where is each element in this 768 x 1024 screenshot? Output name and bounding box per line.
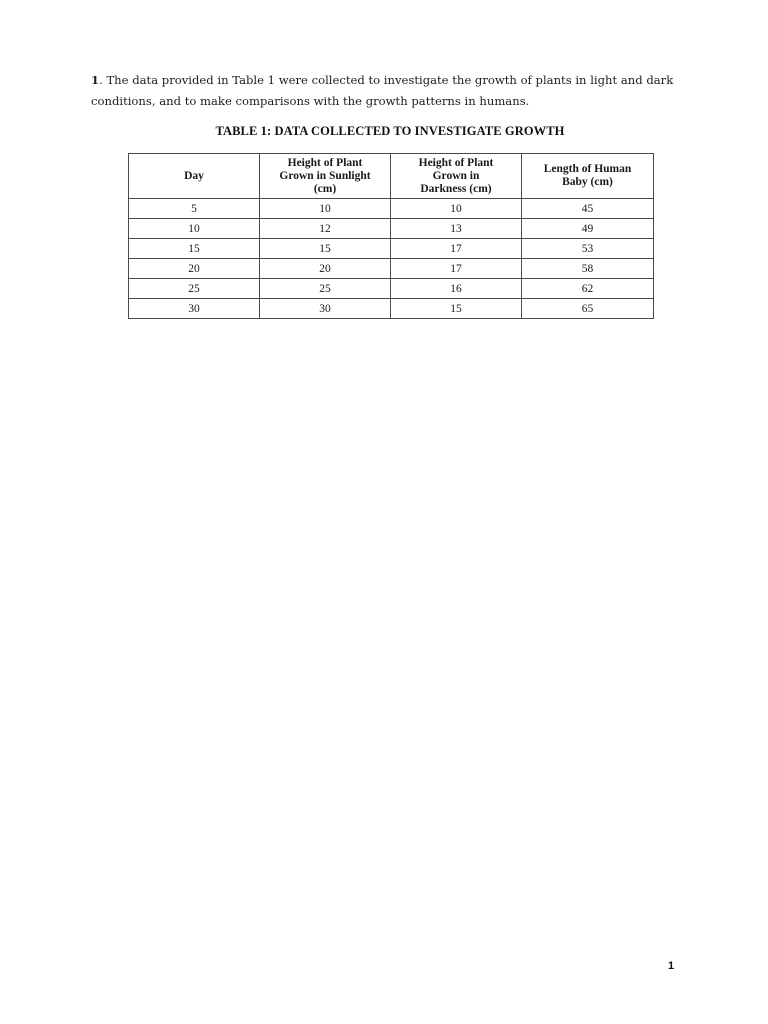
header-plant-sunlight [260,154,391,199]
table-title: TABLE 1: DATA COLLECTED TO INVESTIGATE GROWTH [215,124,565,138]
cell-sunlight: 15 [260,239,391,259]
table-row [129,219,654,239]
cell-human: 65 [522,299,654,319]
header-day: Day [129,154,260,199]
table-row [129,279,654,299]
table-row [129,199,654,219]
cell-day: 30 [129,299,260,319]
header-human-baby-label: Length of Human Baby (cm) [543,163,632,188]
header-plant-darkness-label: Height of Plant Grown in Darkness (cm) [418,156,494,195]
growth-data-table [128,153,654,319]
cell-darkness: 10 [391,199,522,219]
cell-sunlight: 20 [260,259,391,279]
question-paragraph [91,70,681,112]
cell-sunlight: 12 [260,219,391,239]
header-human-baby [522,154,654,199]
cell-day: 5 [129,199,260,219]
header-plant-darkness [391,154,522,199]
table-row [129,259,654,279]
table-row [129,239,654,259]
cell-day: 10 [129,219,260,239]
cell-darkness: 13 [391,219,522,239]
cell-darkness: 17 [391,259,522,279]
cell-darkness: 17 [391,239,522,259]
cell-human: 58 [522,259,654,279]
cell-darkness: 16 [391,279,522,299]
cell-day: 20 [129,259,260,279]
table-row [129,299,654,319]
header-plant-sunlight-label: Height of Plant Grown in Sunlight (cm) [279,156,371,195]
cell-human: 49 [522,219,654,239]
cell-human: 45 [522,199,654,219]
cell-human: 62 [522,279,654,299]
question-number: 1 [91,73,100,87]
page-number: 1 [668,960,675,972]
question-text: . The data provided in Table 1 were collected to investigate the growth of plants in light and dark conditions, and to make comparisons with the growth patterns in humans. [91,73,674,108]
cell-darkness: 15 [391,299,522,319]
cell-human: 53 [522,239,654,259]
table-header-row [129,154,654,199]
cell-sunlight: 10 [260,199,391,219]
cell-day: 15 [129,239,260,259]
cell-sunlight: 25 [260,279,391,299]
cell-day: 25 [129,279,260,299]
cell-sunlight: 30 [260,299,391,319]
